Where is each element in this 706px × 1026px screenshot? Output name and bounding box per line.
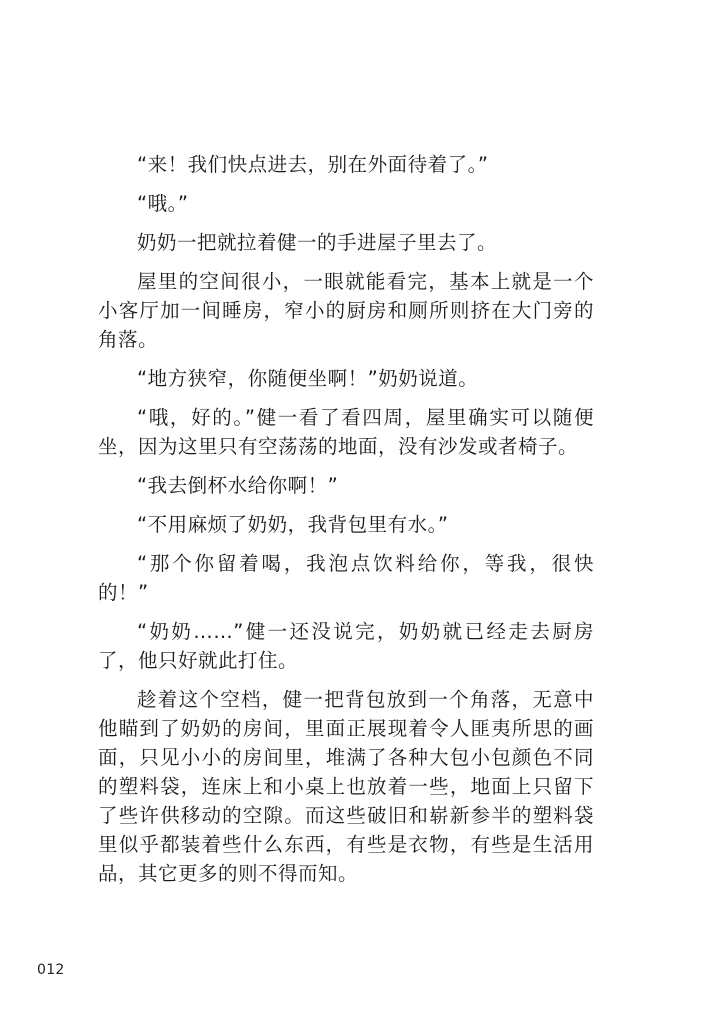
- paragraph: “哦，好的。”健一看了看四周，屋里确实可以随便坐，因为这里只有空荡荡的地面，没有沙发或者椅子。: [98, 406, 594, 458]
- paragraph: “来！我们快点进去，别在外面待着了。”: [137, 153, 489, 176]
- paragraph: “我去倒杯水给你啊！”: [137, 474, 339, 497]
- paragraph: “地方狭窄，你随便坐啊！”奶奶说道。: [137, 367, 479, 390]
- paragraph: 屋里的空间很小，一眼就能看完，基本上就是一个小客厅加一间睡房，窄小的厨房和厕所则挤在大门旁的角落。: [98, 270, 594, 351]
- paragraph: “哦。”: [137, 192, 189, 215]
- paragraph: “那个你留着喝，我泡点饮料给你，等我，很快的！”: [98, 552, 594, 604]
- body-text: [98, 150, 594, 898]
- paragraph: “不用麻烦了奶奶，我背包里有水。”: [137, 513, 449, 536]
- paragraph: 趁着这个空档，健一把背包放到一个角落，无意中他瞄到了奶奶的房间，里面正展现着令人匪夷所思的画面，只见小小的房间里，堆满了各种大包小包颜色不同的塑料袋，连床上和小桌上也放着一些，地面上只留下了些许供移动的空隙。而这些破旧和崭新参半的塑料袋里似乎都装着些什么东西，有些是衣物，有些是生活用品，其它更多的则不得而知。: [98, 688, 594, 885]
- paragraph: “奶奶……”健一还没说完，奶奶就已经走去厨房了，他只好就此打住。: [98, 620, 594, 672]
- page-number: 012: [37, 962, 65, 978]
- paragraph: 奶奶一把就拉着健一的手进屋子里去了。: [137, 231, 498, 254]
